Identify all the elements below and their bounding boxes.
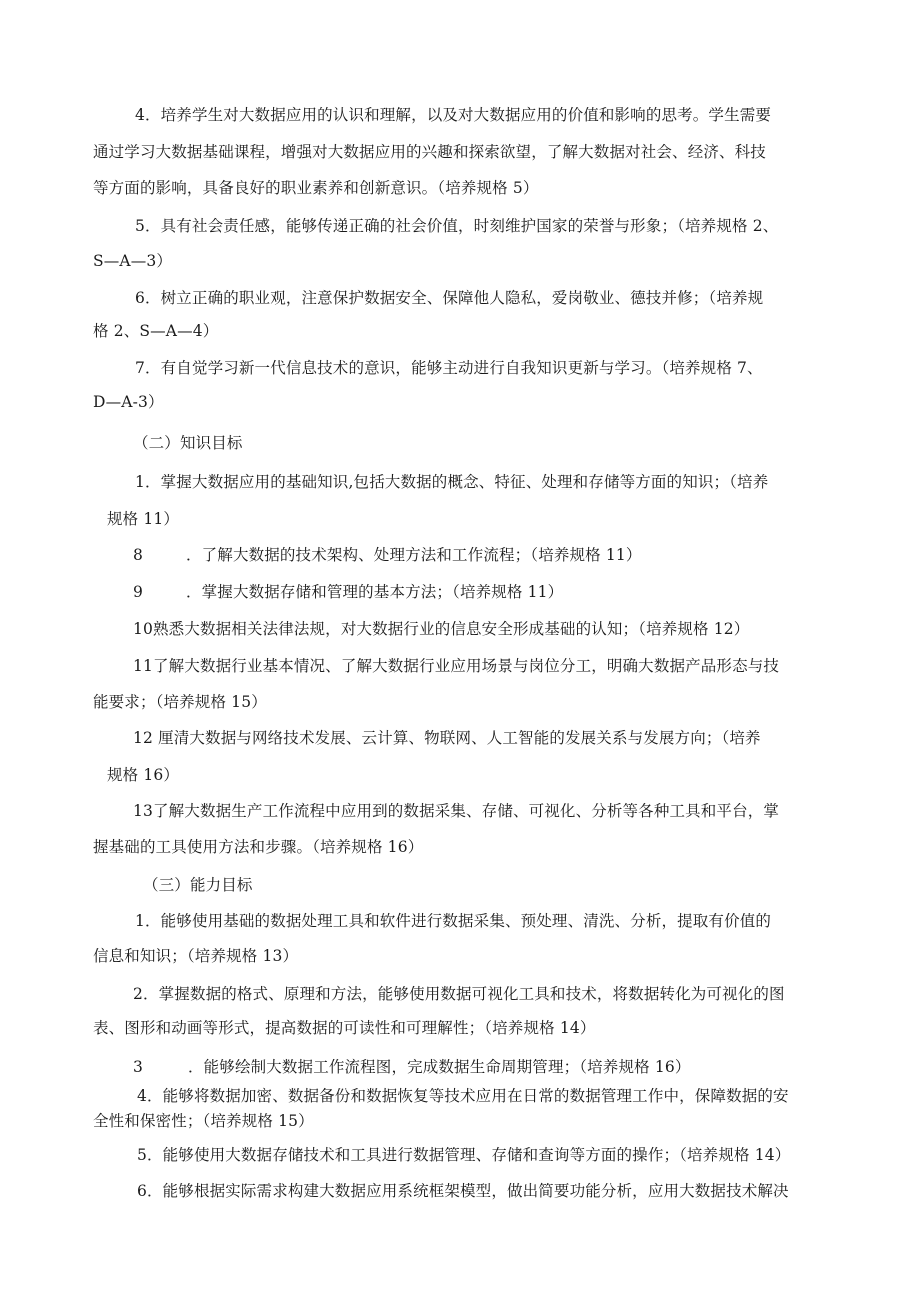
ability-item-4-line-1: 4．能够将数据加密、数据备份和数据恢复等技术应用在日常的数据管理工作中，保障数据的安 [137, 1087, 789, 1105]
knowledge-item-13-line-1: 13了解大数据生产工作流程中应用到的数据采集、存储、可视化、分析等各种工具和平台，掌 [133, 802, 780, 820]
knowledge-item-9-number: 9 [133, 583, 144, 601]
paragraph-7-line-2: D—A-3） [93, 393, 164, 411]
ability-item-3 [133, 1057, 691, 1077]
knowledge-item-10: 10熟悉大数据相关法律法规，对大数据行业的信息安全形成基础的认知；（培养规格 12） [133, 620, 750, 638]
ability-item-3-number: 3 [133, 1058, 144, 1076]
paragraph-7-line-1: 7．有自觉学习新一代信息技术的意识，能够主动进行自我知识更新与学习。（培养规格 7、 [135, 359, 763, 377]
paragraph-5-line-2: S—A—3） [93, 252, 173, 270]
knowledge-item-12-line-1: 12 厘清大数据与网络技术发展、云计算、物联网、人工智能的发展关系与发展方向；（培养 [133, 729, 761, 747]
knowledge-item-8 [133, 545, 642, 565]
ability-item-3-text: ．能够绘制大数据工作流程图，完成数据生命周期管理；（培养规格 16） [188, 1058, 691, 1076]
knowledge-item-1-line-2: 规格 11） [107, 510, 180, 528]
section-heading-knowledge: （二）知识目标 [133, 434, 243, 452]
ability-item-5: 5．能够使用大数据存储技术和工具进行数据管理、存储和查询等方面的操作；（培养规格 14） [137, 1146, 791, 1164]
paragraph-5-line-1: 5．具有社会责任感，能够传递正确的社会价值，时刻维护国家的荣誉与形象；（培养规格 2、 [135, 217, 779, 235]
paragraph-6-line-2: 格 2、S—A—4） [93, 322, 219, 340]
knowledge-item-9 [133, 582, 563, 602]
knowledge-item-12-line-2: 规格 16） [107, 766, 180, 784]
knowledge-item-1-line-1: 1．掌握大数据应用的基础知识,包括大数据的概念、特征、处理和存储等方面的知识；（培养 [135, 473, 769, 491]
ability-item-1-line-2: 信息和知识；（培养规格 13） [93, 947, 299, 965]
paragraph-6-line-1: 6．树立正确的职业观，注意保护数据安全、保障他人隐私，爱岗敬业、德技并修；（培养规 [135, 289, 764, 307]
knowledge-item-13-line-2: 握基础的工具使用方法和步骤。（培养规格 16） [93, 838, 424, 856]
paragraph-4-line-3: 等方面的影响，具备良好的职业素养和创新意识。（培养规格 5） [93, 179, 539, 197]
knowledge-item-9-text: ．掌握大数据存储和管理的基本方法；（培养规格 11） [186, 583, 564, 601]
ability-item-2-line-1: 2．掌握数据的格式、原理和方法，能够使用数据可视化工具和技术，将数据转化为可视化的图 [133, 985, 785, 1003]
ability-item-6-line-1: 6．能够根据实际需求构建大数据应用系统框架模型，做出简要功能分析，应用大数据技术解决 [137, 1182, 789, 1200]
ability-item-4-line-2: 全性和保密性；（培养规格 15） [93, 1112, 314, 1130]
paragraph-4-line-1: 4．培养学生对大数据应用的认识和理解，以及对大数据应用的价值和影响的思考。学生需要 [135, 106, 772, 124]
knowledge-item-11-line-2: 能要求；（培养规格 15） [93, 693, 267, 711]
knowledge-item-8-number: 8 [133, 546, 144, 564]
section-heading-ability: （三）能力目标 [143, 876, 253, 894]
ability-item-2-line-2: 表、图形和动画等形式，提高数据的可读性和可理解性；（培养规格 14） [93, 1019, 596, 1037]
paragraph-4-line-2: 通过学习大数据基础课程，增强对大数据应用的兴趣和探索欲望，了解大数据对社会、经济、科技 [93, 143, 766, 161]
knowledge-item-11-line-1: 11了解大数据行业基本情况、了解大数据行业应用场景与岗位分工，明确大数据产品形态与技 [133, 657, 780, 675]
ability-item-1-line-1: 1．能够使用基础的数据处理工具和软件进行数据采集、预处理、清洗、分析，提取有价值的 [135, 912, 772, 930]
knowledge-item-8-text: ．了解大数据的技术架构、处理方法和工作流程；（培养规格 11） [186, 546, 642, 564]
